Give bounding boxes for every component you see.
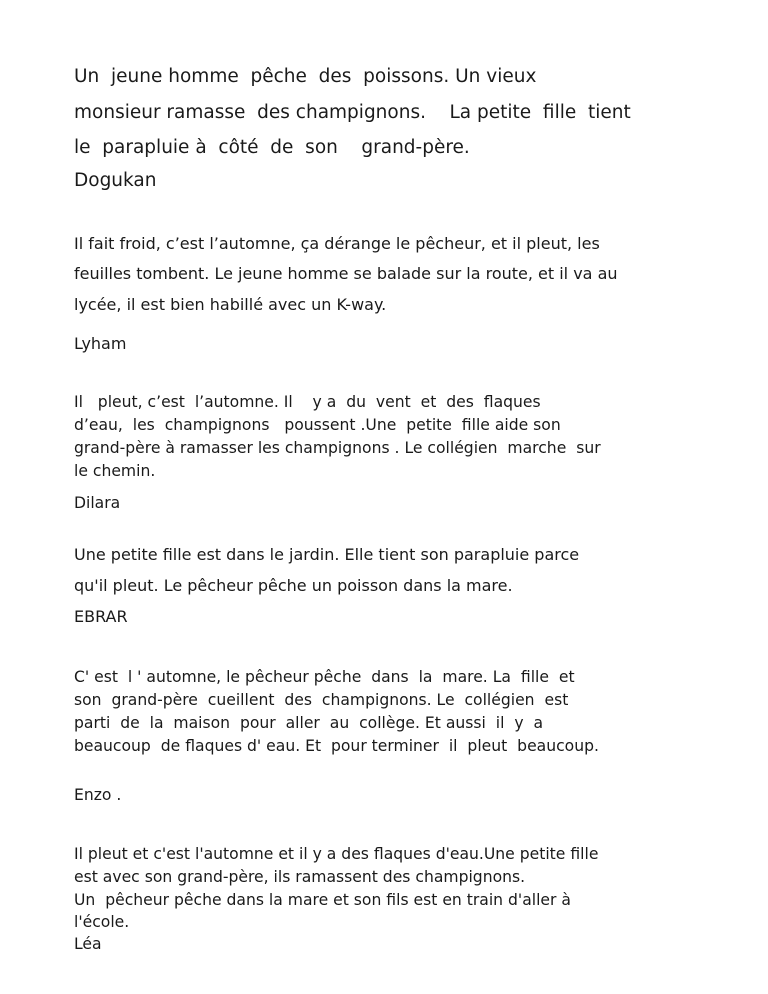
paragraph-6-author: Léa xyxy=(74,935,102,953)
paragraph-6-line-4: l'école. xyxy=(74,913,130,931)
paragraph-5-line-3: parti de la maison pour aller au collège. Et aussi il y a xyxy=(74,714,544,732)
paragraph-4-line-2: qu'il pleut. Le pêcheur pêche un poisson dans la mare. xyxy=(74,576,513,595)
paragraph-6-line-3: Un pêcheur pêche dans la mare et son fils est en train d'aller à xyxy=(74,891,571,909)
paragraph-1-line-2: monsieur ramasse des champignons. La petite fille tient xyxy=(74,102,631,123)
paragraph-6-line-2: est avec son grand-père, ils ramassent des champignons. xyxy=(74,868,526,886)
paragraph-5-line-4: beaucoup de flaques d' eau. Et pour terminer il pleut beaucoup. xyxy=(74,737,599,755)
paragraph-2-line-2: feuilles tombent. Le jeune homme se balade sur la route, et il va au xyxy=(74,264,618,283)
paragraph-3-line-3: grand-père à ramasser les champignons . Le collégien marche sur xyxy=(74,439,601,457)
paragraph-5-line-2: son grand-père cueillent des champignons. Le collégien est xyxy=(74,691,569,709)
paragraph-6-line-1: Il pleut et c'est l'automne et il y a des flaques d'eau.Une petite fille xyxy=(74,845,599,863)
paragraph-5-line-1: C' est l ' automne, le pêcheur pêche dans la mare. La fille et xyxy=(74,668,575,686)
paragraph-3-line-2: d’eau, les champignons poussent .Une petite fille aide son xyxy=(74,416,561,434)
paragraph-1-line-1: Un jeune homme pêche des poissons. Un vieux xyxy=(74,66,537,87)
paragraph-3-line-4: le chemin. xyxy=(74,462,156,480)
paragraph-1-author: Dogukan xyxy=(74,170,157,191)
paragraph-2-line-3: lycée, il est bien habillé avec un K-way. xyxy=(74,295,387,314)
paragraph-1-line-3: le parapluie à côté de son grand-père. xyxy=(74,137,470,158)
paragraph-4-line-1: Une petite fille est dans le jardin. Elle tient son parapluie parce xyxy=(74,545,580,564)
paragraph-2-author: Lyham xyxy=(74,334,127,353)
paragraph-3-line-1: Il pleut, c’est l’automne. Il y a du vent et des flaques xyxy=(74,393,541,411)
paragraph-5-author: Enzo . xyxy=(74,786,122,804)
paragraph-2-line-1: Il fait froid, c’est l’automne, ça dérange le pêcheur, et il pleut, les xyxy=(74,234,600,253)
paragraph-3-author: Dilara xyxy=(74,494,121,512)
paragraph-4-author: EBRAR xyxy=(74,607,128,626)
